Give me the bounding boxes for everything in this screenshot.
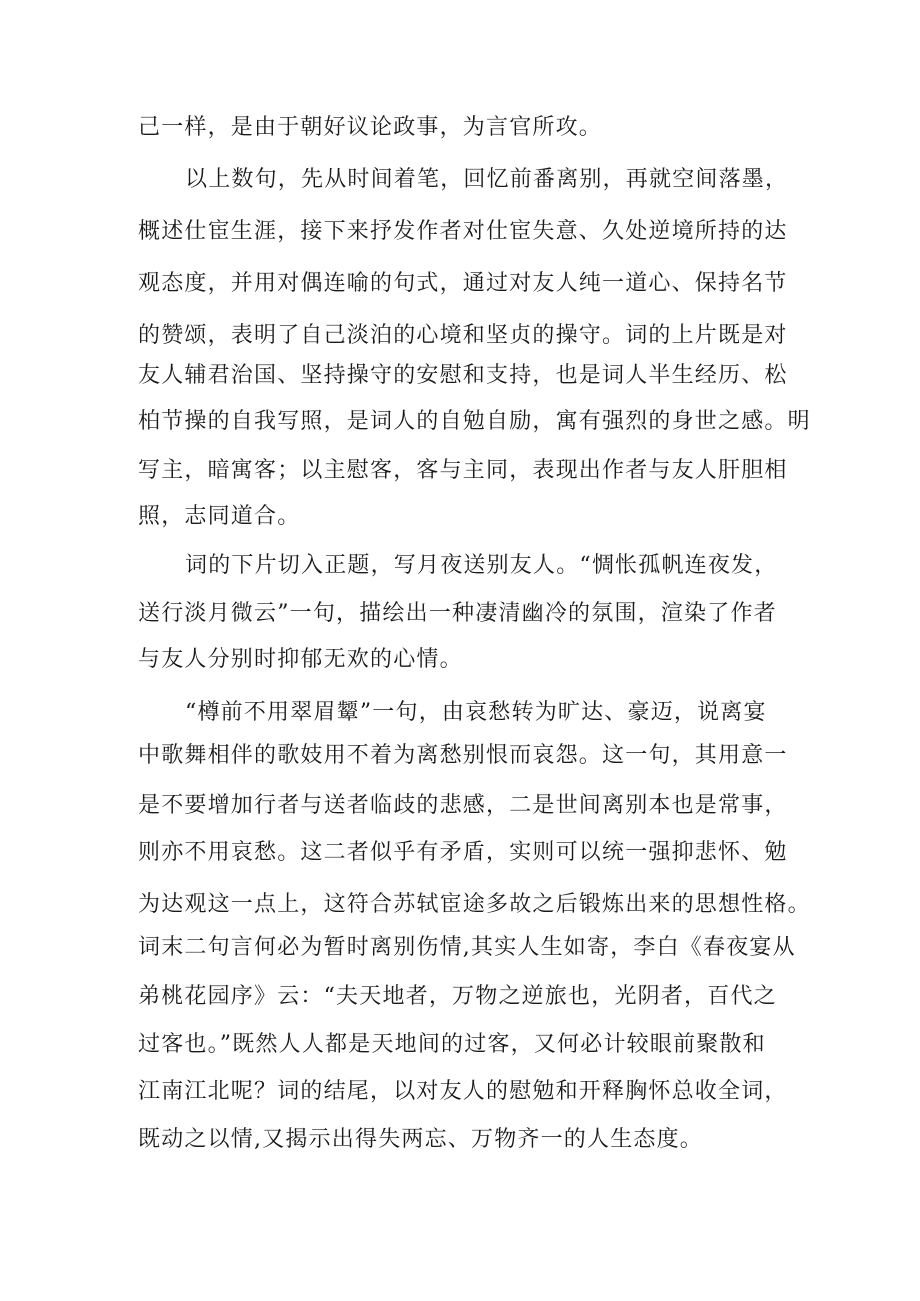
- text-line: 词的下片切入正题，写月夜送别友人。“惆怅孤帆连夜发，: [185, 553, 778, 578]
- text-line: 照，志同道合。: [138, 504, 301, 529]
- text-line: 则亦不用哀愁。这二者似乎有矛盾，实则可以统一强抑悲怀、勉: [138, 840, 788, 865]
- text-line: 词末二句言何必为暂时离别伤情,其实人生如寄，李白《春夜宴从: [138, 935, 796, 960]
- text-line: 写主，暗寓客；以主慰客，客与主同，表现出作者与友人肝胆相: [138, 458, 788, 483]
- text-line: 柏节操的自我写照，是词人的自勉自励，寓有强烈的身世之感。明: [138, 409, 811, 434]
- text-line: 己一样，是由于朝好议论政事，为言官所攻。: [138, 115, 603, 140]
- text-line: 以上数句，先从时间着笔，回忆前番离别，再就空间落墨，: [185, 167, 789, 192]
- text-line: 概述仕宦生涯，接下来抒发作者对仕宦失意、久处逆境所持的达: [138, 219, 788, 244]
- text-line: 江南江北呢？词的结尾，以对友人的慰勉和开释胸怀总收全词，: [138, 1079, 788, 1104]
- text-line: 友人辅君治国、坚持操守的安慰和支持，也是词人半生经历、松: [138, 363, 788, 388]
- text-line: 弟桃花园序》云：“夫天地者，万物之逆旅也，光阴者，百代之: [138, 984, 777, 1009]
- text-line: 过客也。”既然人人都是天地间的过客，又何必计较眼前聚散和: [138, 1032, 766, 1057]
- text-line: 既动之以情,又揭示出得失两忘、万物齐一的人生态度。: [138, 1127, 703, 1152]
- text-line: 送行淡月微云”一句，描绘出一种凄清幽冷的氛围，渲染了作者: [138, 601, 777, 626]
- text-line: “樽前不用翠眉颦”一句，由哀愁转为旷达、豪迈，说离宴: [185, 700, 767, 725]
- text-line: 与友人分别时抑郁无欢的心情。: [138, 647, 463, 672]
- text-line: 中歌舞相伴的歌妓用不着为离愁别恨而哀怨。这一句，其用意一: [138, 743, 788, 768]
- text-line: 的赞颂，表明了自己淡泊的心境和坚贞的操守。词的上片既是对: [138, 323, 788, 348]
- text-line: 为达观这一点上，这符合苏轼宦途多故之后锻炼出来的思想性格。: [138, 892, 811, 917]
- text-line: 观态度，并用对偶连喻的句式，通过对友人纯一道心、保持名节: [138, 271, 788, 296]
- text-line: 是不要增加行者与送者临歧的悲感，二是世间离别本也是常事，: [138, 793, 788, 818]
